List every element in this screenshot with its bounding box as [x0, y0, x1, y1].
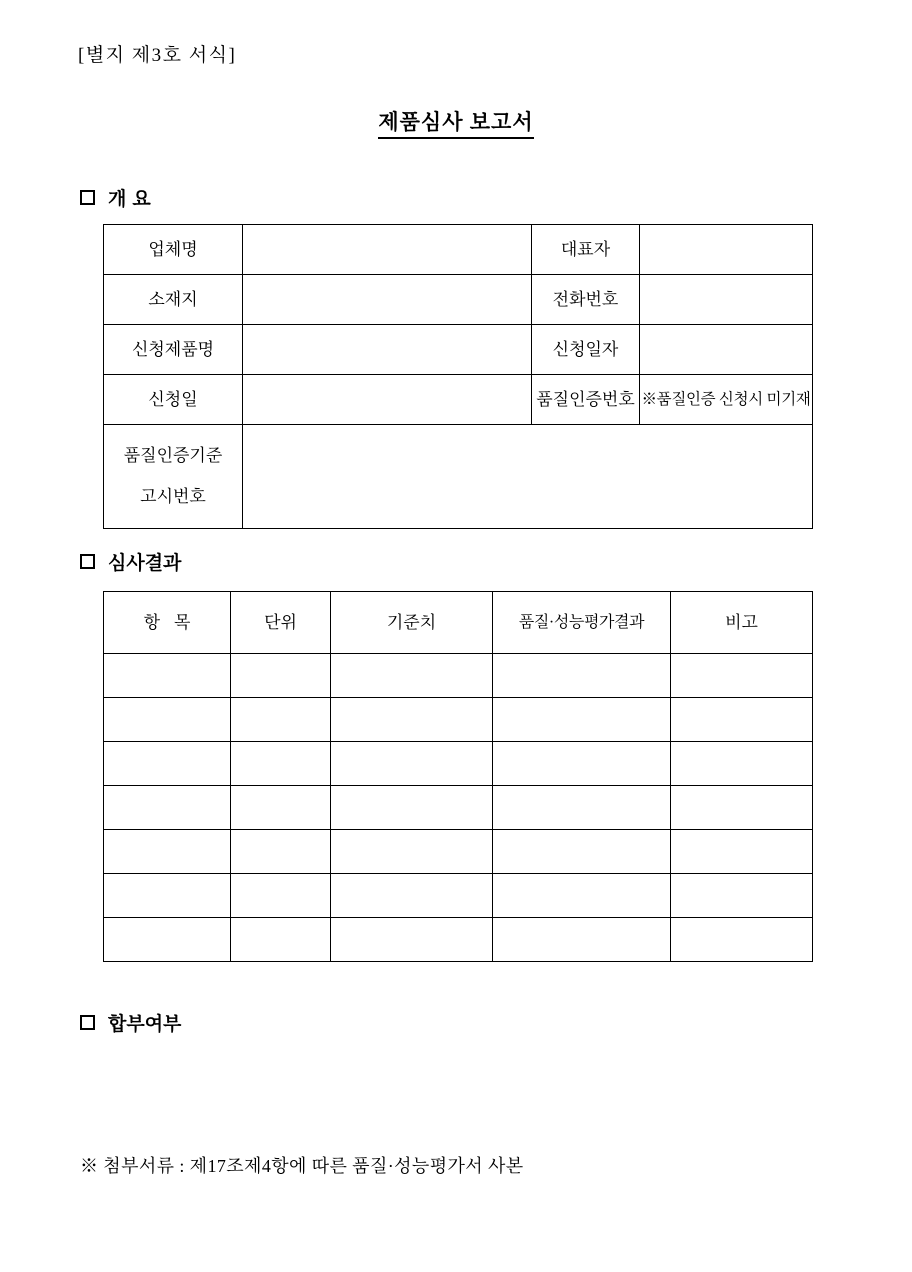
cell-remarks[interactable] [671, 830, 813, 874]
cell-value-apply-day[interactable] [243, 375, 532, 425]
cell-value-address[interactable] [243, 275, 532, 325]
overview-table [103, 224, 813, 529]
table-row [104, 786, 813, 830]
cell-label-apply-day: 신청일 [104, 375, 243, 425]
table-row [104, 830, 813, 874]
cell-value-product-name[interactable] [243, 325, 532, 375]
table-row [104, 874, 813, 918]
cell-quality-result[interactable] [493, 698, 671, 742]
page-title [0, 106, 912, 139]
checkbox-square-icon [80, 190, 95, 205]
cell-quality-result[interactable] [493, 874, 671, 918]
cell-remarks[interactable] [671, 742, 813, 786]
section-heading-overview [80, 184, 151, 211]
cell-unit[interactable] [231, 874, 331, 918]
table-row [104, 275, 813, 325]
cell-standard-value[interactable] [331, 654, 493, 698]
cell-item[interactable] [104, 742, 231, 786]
cell-label-address: 소재지 [104, 275, 243, 325]
cell-standard-value[interactable] [331, 918, 493, 962]
cell-item[interactable] [104, 830, 231, 874]
page-title-text: 제품심사 보고서 [378, 106, 533, 139]
cell-label-cert-number: 품질인증번호 [532, 375, 640, 425]
cell-unit[interactable] [231, 742, 331, 786]
attachment-note: ※ 첨부서류 : 제17조제4항에 따른 품질·성능평가서 사본 [80, 1156, 524, 1176]
cell-label-company-name: 업체명 [104, 225, 243, 275]
cell-remarks[interactable] [671, 786, 813, 830]
cell-label-standard-notice-number [104, 425, 243, 529]
cell-standard-value[interactable] [331, 698, 493, 742]
table-row [104, 742, 813, 786]
cell-item[interactable] [104, 654, 231, 698]
section-pass-fail-label: 합부여부 [108, 1014, 182, 1035]
cell-remarks[interactable] [671, 874, 813, 918]
cell-value-company-name[interactable] [243, 225, 532, 275]
cell-value-application-date[interactable] [640, 325, 813, 375]
section-heading-result [80, 548, 181, 575]
cell-quality-result[interactable] [493, 742, 671, 786]
cell-value-standard-notice-number[interactable] [243, 425, 813, 529]
checkbox-square-icon [80, 1015, 95, 1030]
column-header-item: 항목 [104, 592, 231, 654]
cell-remarks[interactable] [671, 698, 813, 742]
cell-remarks[interactable] [671, 918, 813, 962]
form-code-label: [별지 제3호 서식] [78, 45, 237, 66]
column-header-standard-value: 기준치 [331, 592, 493, 654]
column-header-remarks: 비고 [671, 592, 813, 654]
cell-unit[interactable] [231, 786, 331, 830]
table-row [104, 918, 813, 962]
cell-quality-result[interactable] [493, 918, 671, 962]
cell-value-representative[interactable] [640, 225, 813, 275]
section-heading-pass-fail [80, 1009, 181, 1036]
column-header-unit: 단위 [231, 592, 331, 654]
cell-label-application-date: 신청일자 [532, 325, 640, 375]
column-header-quality-result: 품질·성능평가결과 [493, 592, 671, 654]
cell-unit[interactable] [231, 698, 331, 742]
table-row [104, 698, 813, 742]
section-overview-label-b: 요 [132, 189, 151, 210]
table-header-row [104, 592, 813, 654]
cell-unit[interactable] [231, 654, 331, 698]
standard-label-line2: 고시번호 [140, 486, 206, 506]
cell-label-phone: 전화번호 [532, 275, 640, 325]
cell-quality-result[interactable] [493, 654, 671, 698]
table-row-apply-date [104, 375, 813, 425]
result-table [103, 591, 813, 962]
cell-unit[interactable] [231, 918, 331, 962]
cell-quality-result[interactable] [493, 830, 671, 874]
standard-label-line1: 품질인증기준 [123, 445, 223, 465]
table-row [104, 225, 813, 275]
section-result-label: 심사결과 [108, 553, 182, 574]
cell-item[interactable] [104, 698, 231, 742]
checkbox-square-icon [80, 554, 95, 569]
cell-unit[interactable] [231, 830, 331, 874]
cell-label-representative: 대표자 [532, 225, 640, 275]
cell-standard-value[interactable] [331, 742, 493, 786]
cell-remarks[interactable] [671, 654, 813, 698]
cell-standard-value[interactable] [331, 874, 493, 918]
cell-item[interactable] [104, 786, 231, 830]
table-row [104, 654, 813, 698]
section-overview-label-a: 개 [108, 189, 133, 210]
cell-item[interactable] [104, 918, 231, 962]
cell-standard-value[interactable] [331, 830, 493, 874]
table-row-standard-notice [104, 425, 813, 529]
table-row [104, 325, 813, 375]
cell-item[interactable] [104, 874, 231, 918]
cell-label-product-name: 신청제품명 [104, 325, 243, 375]
cell-value-phone[interactable] [640, 275, 813, 325]
cell-note-cert-number: ※품질인증 신청시 미기재 [640, 375, 813, 425]
cell-standard-value[interactable] [331, 786, 493, 830]
cell-quality-result[interactable] [493, 786, 671, 830]
